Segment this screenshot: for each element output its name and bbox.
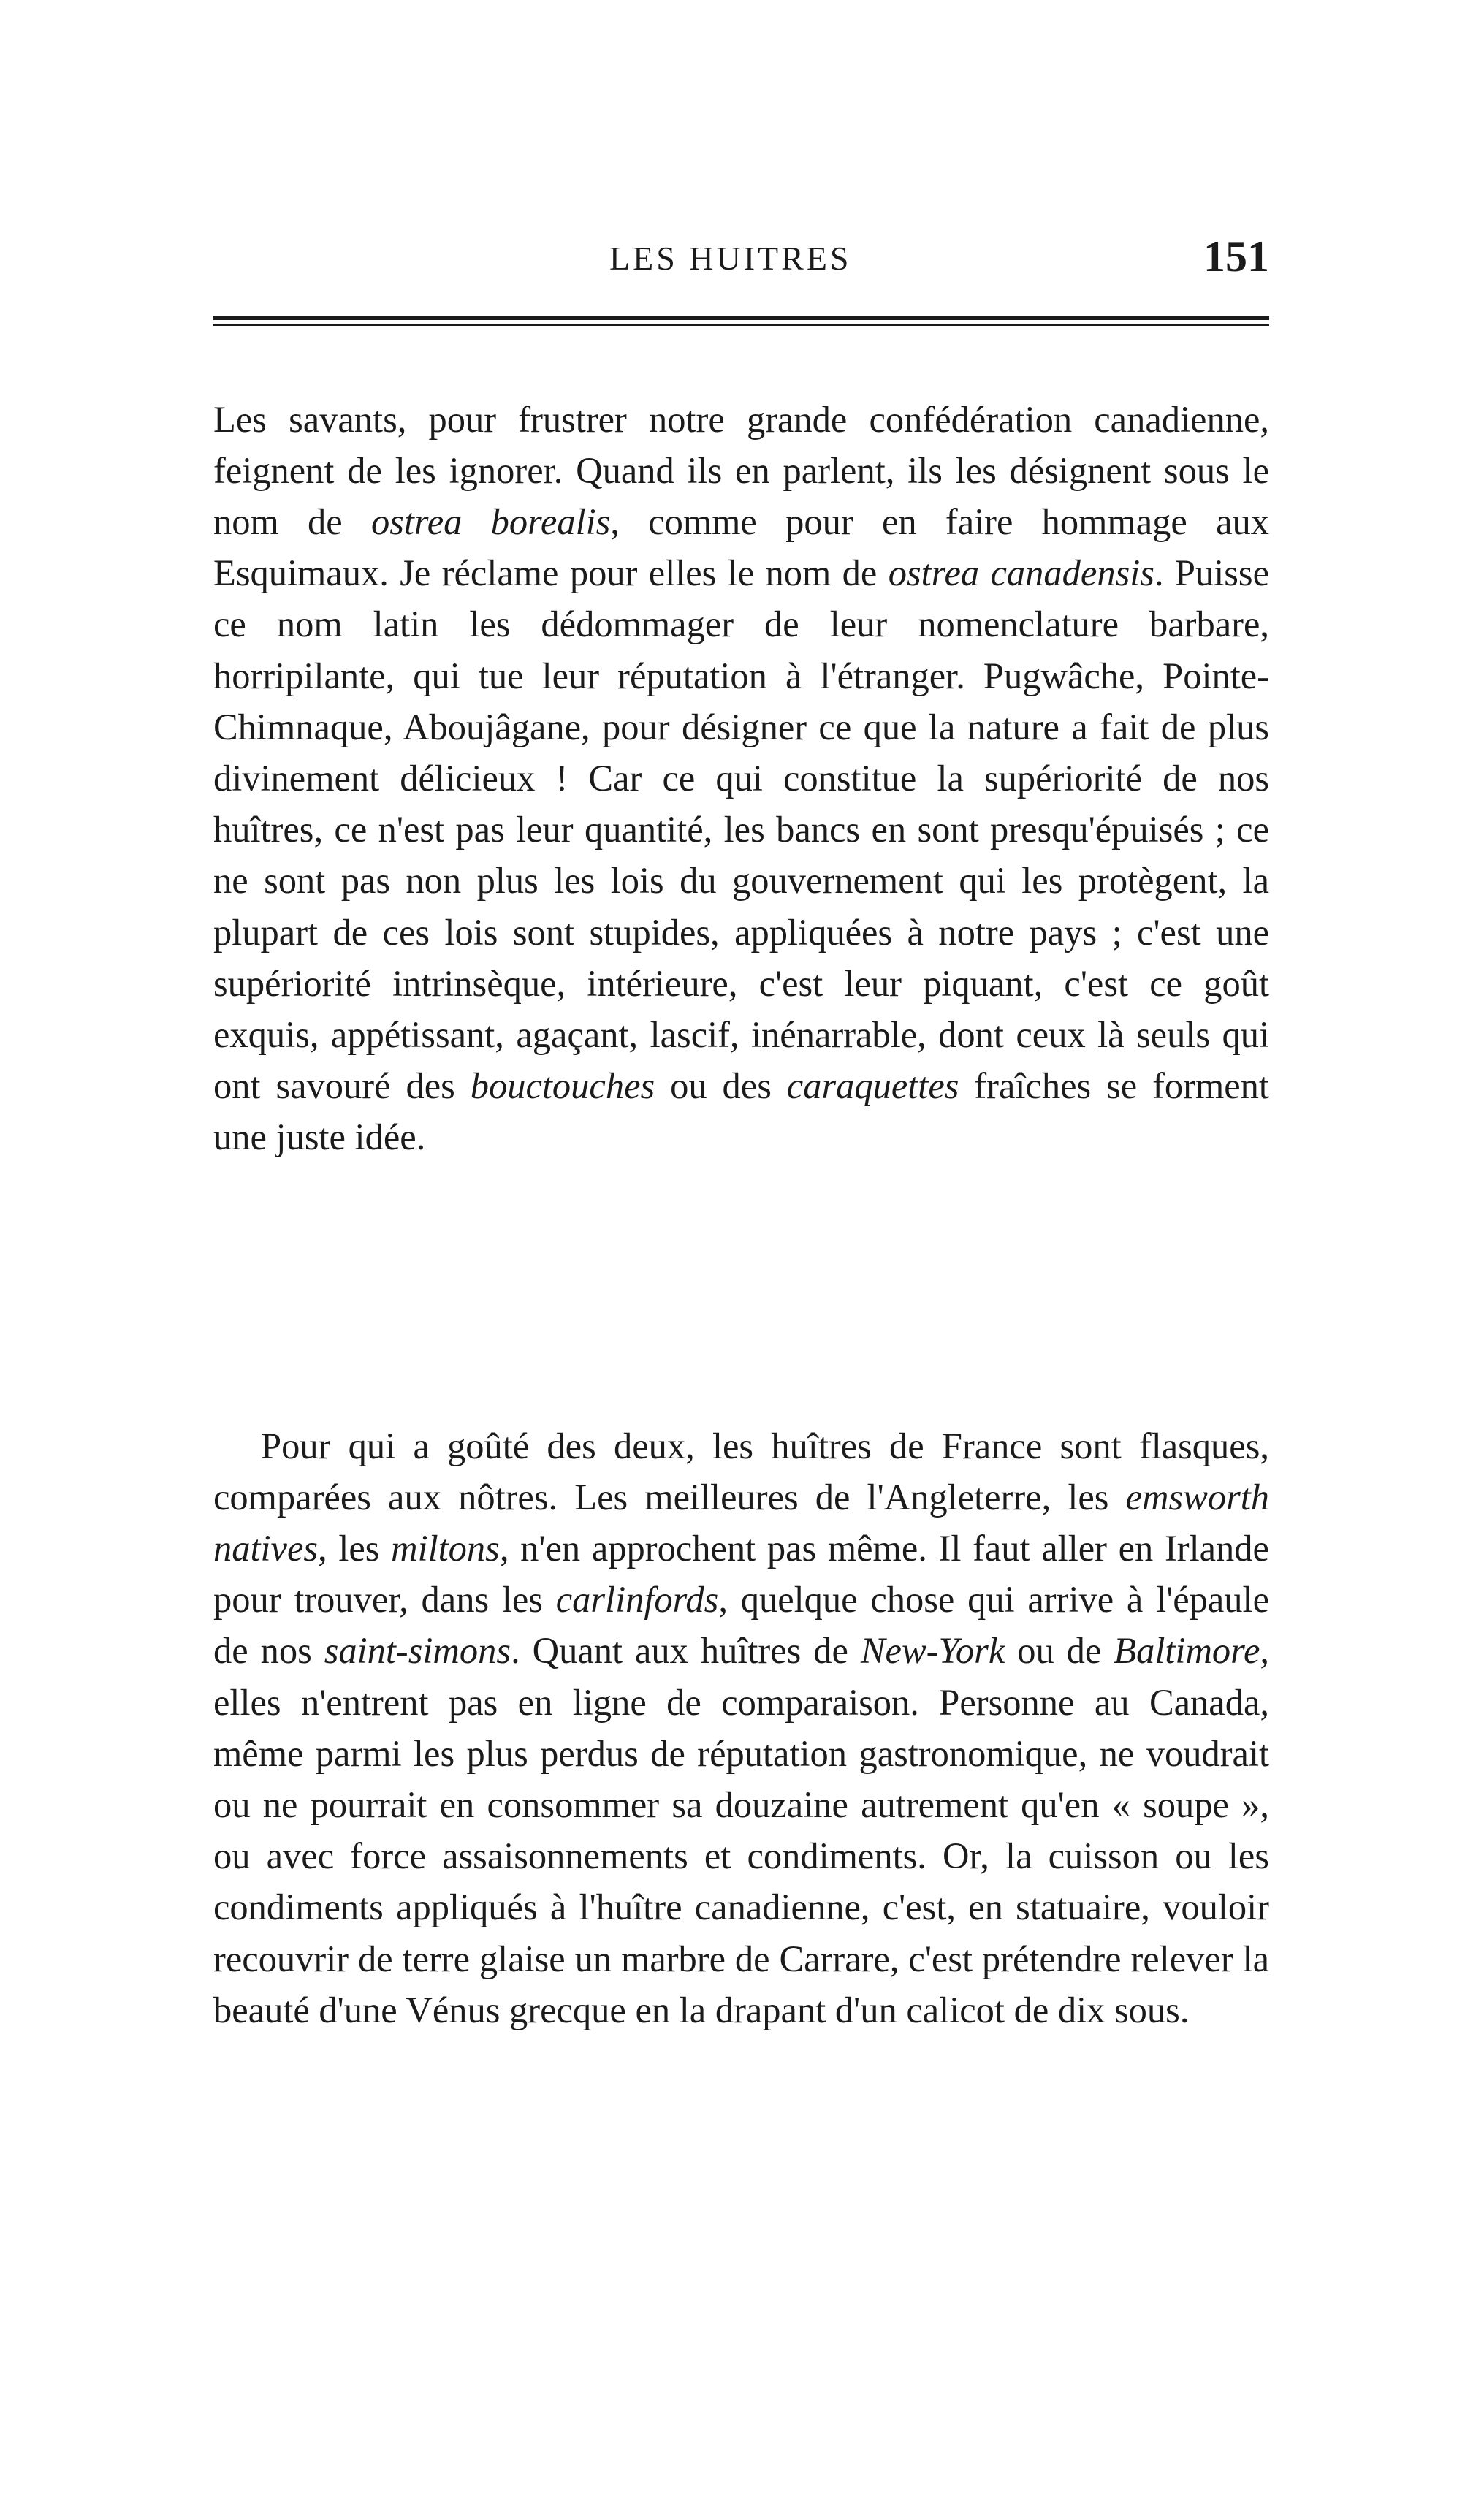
italic-term: caraquettes: [786, 1065, 959, 1107]
text-run: ou de: [1005, 1630, 1114, 1672]
text-run: , les: [318, 1527, 392, 1569]
running-head: LES HUITRES: [609, 240, 852, 277]
text-run: . Puisse ce nom latin les dédommager de leur nomenclature barbare, horripilante, qui tue leur réputation à l'étranger. Pugwâche, Pointe-Chimnaque, Aboujâgane, pour désigner ce que la nature a fait de plus divinement délicieux ! Car ce qui constitue la supériorité de nos huîtres, ce n'est pas leur quantité, les bancs en sont presqu'épuisés ; ce ne sont pas non plus les lois du gouvernement qui les protègent, la plupart de ces lois sont stupides, appliquées à notre pays ; c'est une supériorité intrinsèque, intérieure, c'est leur piquant, c'est ce goût exquis, appétissant, agaçant, lascif, inénarrable, dont ceux là seuls qui ont savouré des: [213, 552, 1269, 1107]
text-run: , n'en approchent pas même. Il faut aller en Irlande pour trouver, dans les: [213, 1527, 1269, 1621]
italic-term: ostrea borealis: [371, 500, 611, 542]
italic-term: carlinfords: [555, 1579, 719, 1621]
text-run: , comme pour en faire hommage aux Esquimaux. Je réclame pour elles le nom de: [213, 500, 1269, 594]
text-run: , elles n'entrent pas en ligne de comparaison. Personne au Canada, même parmi les plus perdus de réputation gastronomique, ne voudrait ou ne pourrait en consommer sa douzaine autrement qu'en « soupe », ou avec force assaisonnements et condiments. Or, la cuisson ou les condiments appliqués à l'huître canadienne, c'est, en statuaire, vouloir recouvrir de terre glaise un marbre de Carrare, c'est prétendre relever la beauté d'une Vénus grecque en la drapant d'un calicot de dix sous.: [213, 1630, 1269, 2030]
text-run: Les savants, pour frustrer notre grande confédération canadienne, feignent de les ignorer. Quand ils en parlent, ils les désignent sous le nom de: [213, 398, 1269, 542]
paragraph-1: [213, 394, 1269, 1163]
italic-term: Baltimore: [1114, 1630, 1260, 1672]
text-run: fraîches se forment une juste idée.: [213, 1065, 1269, 1158]
page-header: [213, 232, 1269, 296]
italic-term: New-York: [860, 1630, 1005, 1672]
paragraph-2: [213, 1420, 1269, 2036]
italic-term: saint-simons: [324, 1630, 511, 1672]
italic-term: emsworth natives: [213, 1476, 1269, 1569]
text-run: . Quant aux huîtres de: [511, 1630, 861, 1672]
italic-term: bouctouches: [470, 1065, 655, 1107]
page-number: 151: [1203, 232, 1269, 281]
italic-term: miltons: [391, 1527, 500, 1569]
header-rule-thick: [213, 316, 1269, 320]
text-run: Pour qui a goûté des deux, les huîtres de France sont flasques, comparées aux nôtres. Les meilleures de l'Angleterre, les: [213, 1425, 1269, 1518]
header-rule-thin: [213, 324, 1269, 326]
text-run: ou des: [655, 1065, 787, 1107]
text-run: , quelque chose qui arrive à l'épaule de nos: [213, 1579, 1269, 1672]
italic-term: ostrea canadensis: [888, 552, 1154, 594]
